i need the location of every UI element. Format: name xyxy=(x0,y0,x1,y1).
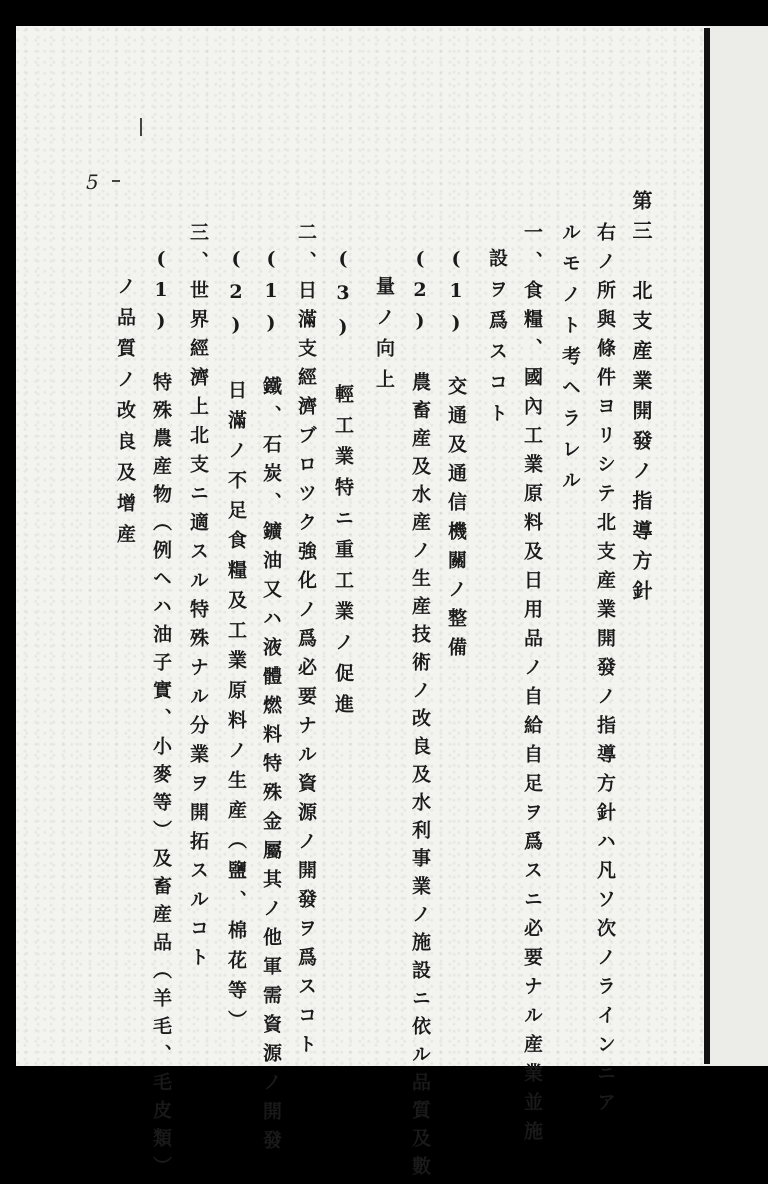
text-line: (1) 鐵、石炭、鑛油又ハ液體燃料特殊金屬其ノ他軍需資源ノ開發 xyxy=(260,248,282,1159)
text-line: ルモノト考ヘラレル xyxy=(559,222,581,501)
text-line: 右ノ所與條件ヨリシテ北支産業開發ノ指導方針ハ凡ソ次ノラインニア xyxy=(594,222,616,1121)
text-line: 設ヲ爲スコト xyxy=(486,248,508,434)
adjacent-page-edge xyxy=(706,26,768,1066)
margin-mark xyxy=(140,118,142,136)
text-line: (1) 交通及通信機關ノ整備 xyxy=(445,248,467,666)
text-line: (3) 輕工業特ニ重工業ノ促進 xyxy=(332,248,354,725)
page-spine-shadow xyxy=(704,28,710,1064)
text-line: 量ノ向上 xyxy=(373,276,395,400)
margin-mark xyxy=(112,180,120,182)
text-line: 一、食糧、國內工業原料及日用品ノ自給自足ヲ爲スニ必要ナル産業並施 xyxy=(521,222,543,1150)
text-line: ノ品質ノ改良及增産 xyxy=(114,276,136,555)
text-line: 三、世界經濟上北支ニ適スル特殊ナル分業ヲ開拓スルコト xyxy=(187,222,209,976)
text-line: 二、日滿支經濟ブロツク強化ノ爲必要ナル資源ノ開發ヲ爲スコト xyxy=(295,222,317,1063)
text-line: (2) 日滿ノ不足食糧及工業原料ノ生産（鹽、棉花等） xyxy=(225,248,247,1040)
text-line: (2) 農畜産及水産ノ生産技術ノ改良及水利事業ノ施設ニ依ル品質及數 xyxy=(409,248,431,1184)
section-heading: 第三 北支産業開發ノ指導方針 xyxy=(629,190,653,610)
page-number: 5 xyxy=(86,170,99,194)
text-line: (1) 特殊農産物（例ヘハ油子實、小麥等）及畜産品（羊毛、毛皮類） xyxy=(150,248,172,1184)
